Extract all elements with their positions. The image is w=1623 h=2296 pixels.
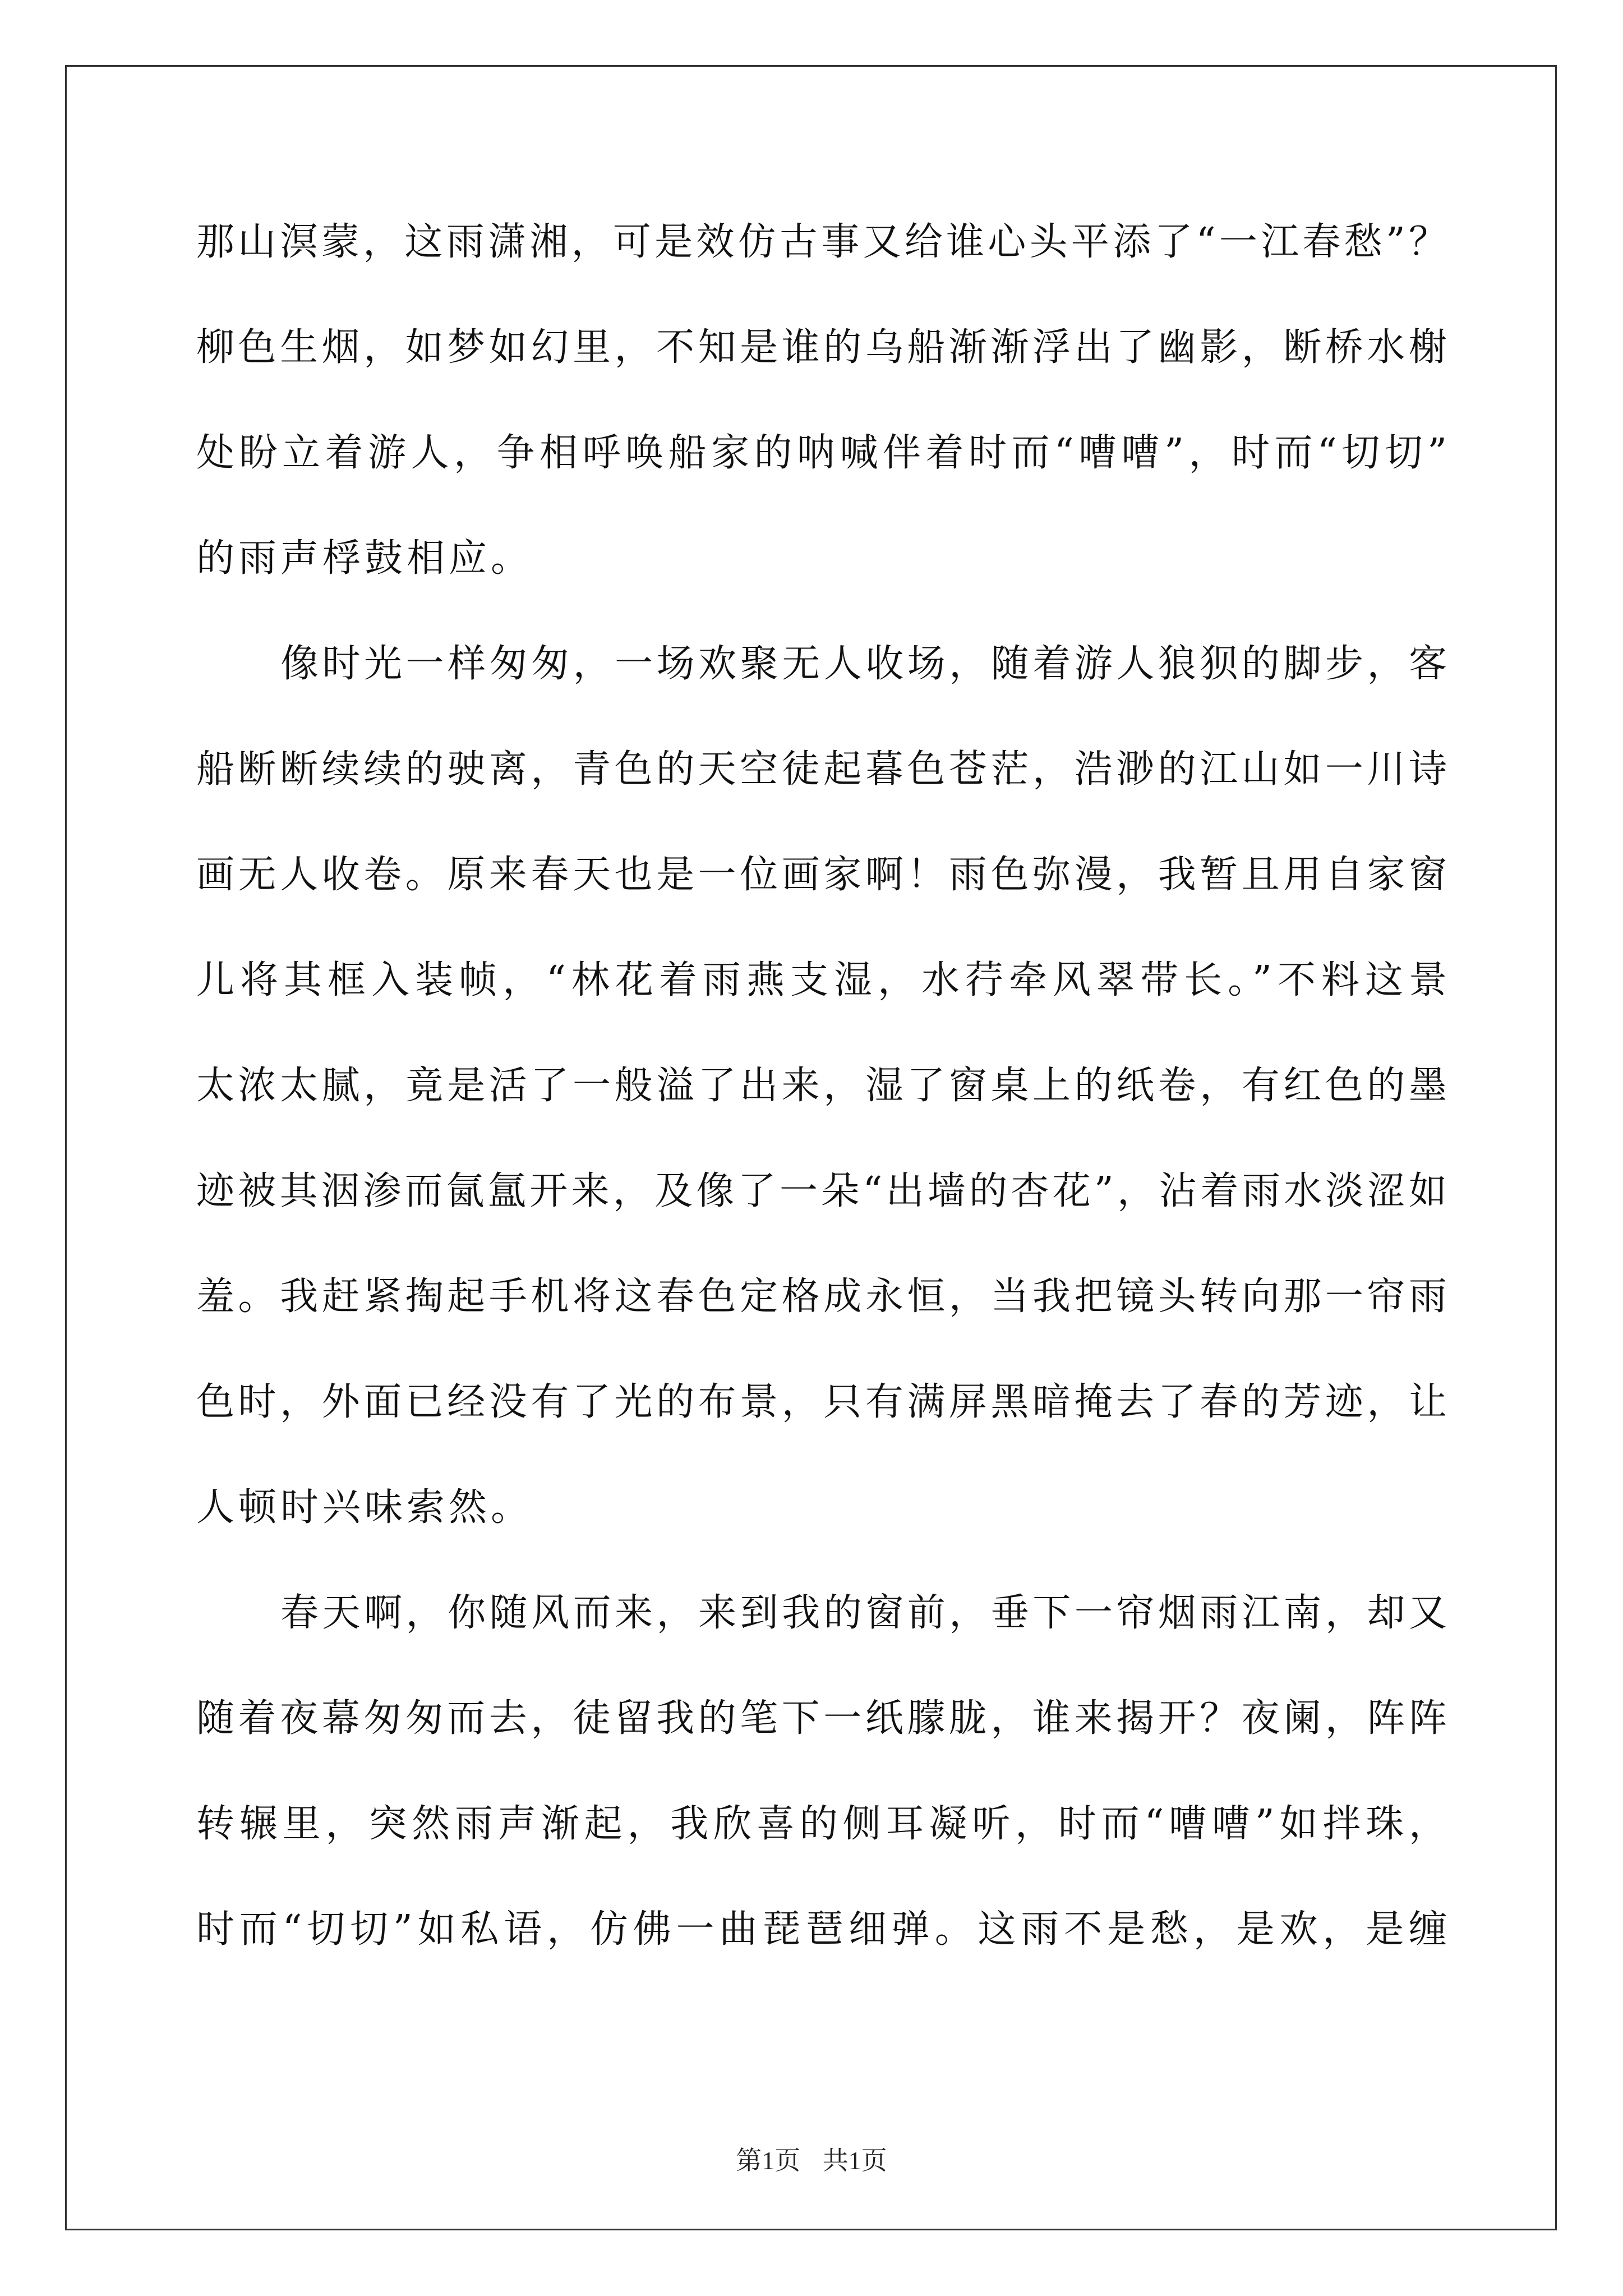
text-line: 时而“切切”如私语，仿佛一曲琵琶细弹。这雨不是愁，是欢，是缠 xyxy=(196,1907,1447,1952)
text-line: 转辗里，突然雨声渐起，我欣喜的侧耳凝听，时而“嘈嘈”如拌珠， xyxy=(196,1802,1447,1846)
text-line: 画无人收卷。原来春天也是一位画家啊！雨色弥漫，我暂且用自家窗 xyxy=(196,853,1447,897)
text-line: 色时，外面已经没有了光的布景，只有满屏黑暗掩去了春的芳迹，让 xyxy=(196,1380,1447,1424)
text-line: 处盼立着游人，争相呼唤船家的呐喊伴着时而“嘈嘈”，时而“切切” xyxy=(196,431,1447,475)
text-line: 人顿时兴味索然。 xyxy=(196,1485,533,1530)
text-line: 随着夜幕匆匆而去，徒留我的笔下一纸朦胧，谁来揭开？夜阑，阵阵 xyxy=(196,1696,1447,1741)
text-line: 那山溟蒙，这雨潇湘，可是效仿古事又给谁心头平添了“一江春愁”？ xyxy=(196,220,1447,264)
document-body xyxy=(196,190,1447,1982)
text-line: 的雨声桴鼓相应。 xyxy=(196,536,533,581)
text-line: 柳色生烟，如梦如幻里，不知是谁的乌船渐渐浮出了幽影，断桥水榭 xyxy=(196,325,1447,370)
text-line: 像时光一样匆匆，一场欢聚无人收场，随着游人狼狈的脚步，客 xyxy=(280,642,1447,686)
text-line: 迹被其洇渗而氤氲开来，及像了一朵“出墙的杏花”，沾着雨水淡涩如 xyxy=(196,1169,1447,1213)
text-line: 春天啊，你随风而来，来到我的窗前，垂下一帘烟雨江南，却又 xyxy=(280,1591,1447,1635)
text-line: 船断断续续的驶离，青色的天空徒起暮色苍茫，浩渺的江山如一川诗 xyxy=(196,747,1447,792)
page-total: 共1页 xyxy=(822,2146,887,2175)
page-footer xyxy=(0,2140,1623,2177)
page-number: 第1页 xyxy=(736,2146,801,2175)
text-line: 儿将其框入装帧，“林花着雨燕支湿，水荇牵风翠带长。”不料这景 xyxy=(196,958,1447,1002)
text-line: 太浓太腻，竟是活了一般溢了出来，湿了窗桌上的纸卷，有红色的墨 xyxy=(196,1064,1447,1108)
text-line: 羞。我赶紧掏起手机将这春色定格成永恒，当我把镜头转向那一帘雨 xyxy=(196,1274,1447,1319)
